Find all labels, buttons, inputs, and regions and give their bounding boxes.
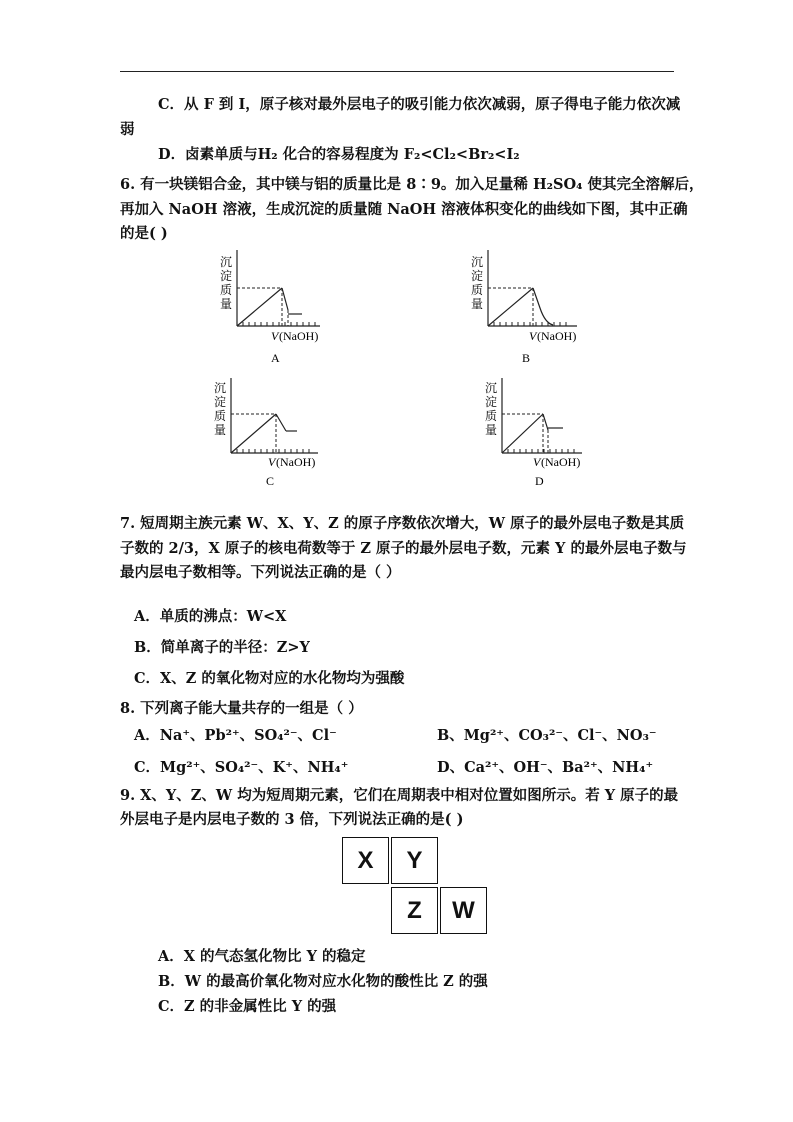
graph-b-ylabel-3: 质 (471, 283, 484, 297)
graph-b (467, 250, 597, 370)
graph-a-label: A (271, 351, 280, 365)
graph-c-label: C (266, 474, 275, 488)
graph-d-ylabel-4: 量 (485, 423, 498, 437)
graph-d (467, 376, 597, 494)
graph-b-ticks (494, 322, 566, 326)
q9-stem-line1: 9. X、Y、Z、W 均为短周期元素，它们在周期表中相对位置如图所示。若 Y 原子的最 (120, 787, 679, 804)
q9-option-b: B．W 的最高价氧化物对应水化物的酸性比 Z 的强 (158, 973, 488, 990)
graph-a (210, 250, 340, 370)
q8-stem: 8. 下列离子能大量共存的一组是（ ） (120, 700, 363, 717)
graph-c-rise (231, 414, 276, 453)
header-rule (120, 71, 674, 72)
graph-b-label: B (522, 351, 531, 365)
graph-c-xlabel-v: V (268, 455, 276, 469)
graph-a-rise (237, 288, 282, 326)
graph-c-ylabel-3: 质 (214, 409, 227, 423)
graph-b-xlabel: (NaOH) (537, 329, 577, 343)
cell-w: W (440, 887, 487, 934)
q7-option-a: A．单质的沸点：W<X (134, 608, 287, 625)
graph-d-label: D (535, 474, 544, 488)
q8-option-a: A．Na⁺、Pb²⁺、SO₄²⁻、Cl⁻ (134, 727, 337, 744)
q9-option-c: C．Z 的非金属性比 Y 的强 (158, 998, 337, 1015)
cell-y: Y (391, 837, 438, 884)
q7-option-b: B．简单离子的半径：Z>Y (134, 639, 310, 656)
graph-d-ticks (508, 449, 574, 453)
periodic-table-fragment (342, 837, 488, 934)
q6-stem-line3: 的是( ) (120, 225, 168, 242)
graph-c-ylabel-2: 淀 (214, 395, 227, 409)
q7-stem-line1: 7. 短周期主族元素 W、X、Y、Z 的原子序数依次增大，W 原子的最外层电子数是其质 (120, 515, 685, 532)
graph-a-fall (282, 288, 288, 310)
q9-option-a: A．X 的气态氢化物比 Y 的稳定 (158, 948, 366, 965)
graph-a-xlabel-v: V (271, 329, 279, 343)
q7-stem-line2: 子数的 2/3，X 原子的核电荷数等于 Z 原子的最外层电子数，元素 Y 的最外层电子数与 (120, 540, 687, 557)
graph-c (210, 376, 340, 494)
graph-a-ylabel-2: 淀 (220, 269, 233, 283)
q7-option-c: C．X、Z 的氧化物对应的水化物均为强酸 (134, 670, 405, 687)
graph-c-ylabel-1: 沉 (214, 381, 227, 395)
graph-b-ylabel-4: 量 (471, 297, 484, 311)
graph-d-xlabel-v: V (533, 455, 541, 469)
graph-c-ticks (237, 449, 309, 453)
q6-stem-line2: 再加入 NaOH 溶液，生成沉淀的质量随 NaOH 溶液体积变化的曲线如下图，其中正确 (120, 201, 688, 218)
q8-option-c: C．Mg²⁺、SO₄²⁻、K⁺、NH₄⁺ (134, 759, 349, 776)
graph-a-xlabel: (NaOH) (279, 329, 319, 343)
graph-c-fall (276, 414, 286, 431)
graph-b-rise (488, 288, 533, 326)
graph-a-ylabel-4: 量 (220, 297, 233, 311)
q5-option-c-line2: 弱 (120, 121, 135, 138)
graph-d-ylabel-3: 质 (485, 409, 498, 423)
q8-option-d: D、Ca²⁺、OH⁻、Ba²⁺、NH₄⁺ (437, 759, 654, 776)
graph-b-xlabel-v: V (529, 329, 537, 343)
q6-stem-line1: 6. 有一块镁铝合金，其中镁与铝的质量比是 8∶9。加入足量稀 H₂SO₄ 使其完全溶解后， (120, 176, 704, 193)
graph-d-rise (502, 414, 543, 453)
cell-z: Z (391, 887, 438, 934)
q5-option-d: D．卤素单质与H₂ 化合的容易程度为 F₂<Cl₂<Br₂<I₂ (158, 146, 520, 163)
graph-a-ylabel-1: 沉 (220, 255, 233, 269)
q9-stem-line2: 外层电子是内层电子数的 3 倍，下列说法正确的是( ) (120, 811, 464, 828)
q7-stem-line3: 最内层电子数相等。下列说法正确的是（ ） (120, 564, 401, 581)
graph-d-ylabel-2: 淀 (485, 395, 498, 409)
graph-c-ylabel-4: 量 (214, 423, 227, 437)
graph-d-fall (543, 414, 548, 430)
graph-a-ylabel-3: 质 (220, 283, 233, 297)
graph-b-ylabel-2: 淀 (471, 269, 484, 283)
cell-x: X (342, 837, 389, 884)
graph-a-ticks (243, 322, 315, 326)
graph-b-ylabel-1: 沉 (471, 255, 484, 269)
graph-b-fall (533, 288, 553, 325)
graph-d-ylabel-1: 沉 (485, 381, 498, 395)
graph-c-xlabel: (NaOH) (276, 455, 316, 469)
q5-option-c-line1: C．从 F 到 I，原子核对最外层电子的吸引能力依次减弱，原子得电子能力依次减 (158, 96, 681, 113)
q8-option-b: B、Mg²⁺、CO₃²⁻、Cl⁻、NO₃⁻ (437, 727, 657, 744)
graph-d-xlabel: (NaOH) (541, 455, 581, 469)
